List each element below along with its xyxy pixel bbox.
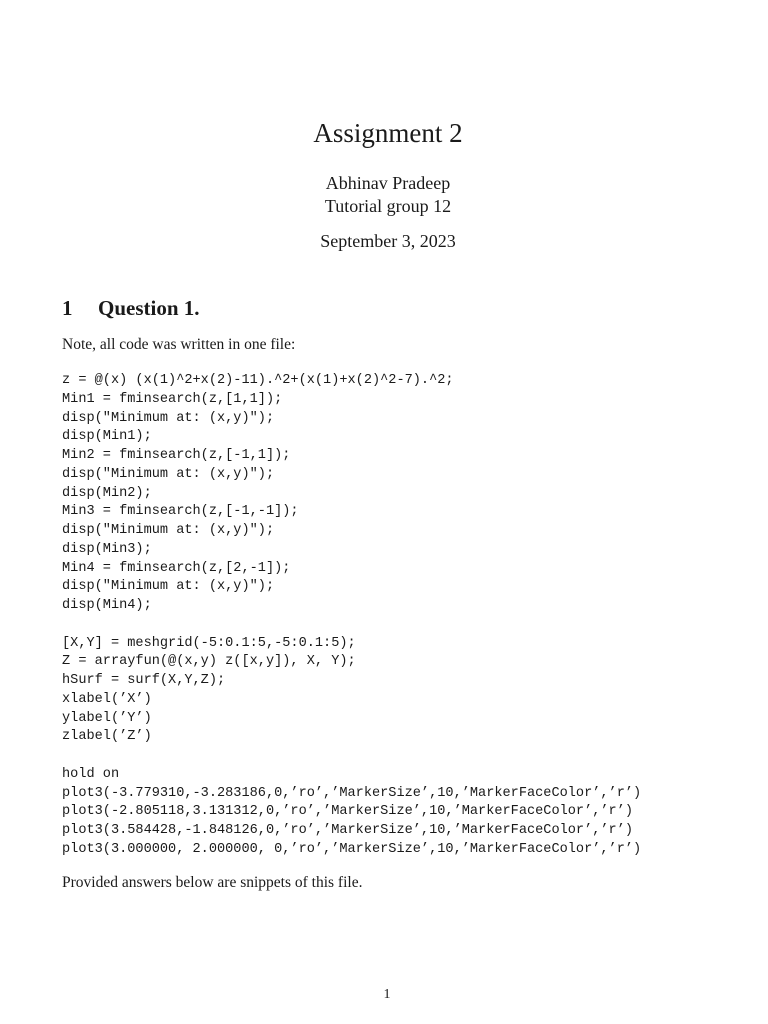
section-heading: [62, 296, 200, 321]
code-line: plot3(3.584428,-1.848126,0,’ro’,’MarkerSize’,10,’MarkerFaceColor’,’r’): [62, 823, 634, 838]
code-line: xlabel(’X’): [62, 691, 152, 707]
code-line: Min3 = fminsearch(z,[-1,-1]);: [62, 504, 299, 520]
code-line: plot3(3.000000, 2.000000, 0,’ro’,’MarkerSize’,10,’MarkerFaceColor’,’r’): [62, 841, 642, 857]
code-line: disp(Min2);: [62, 485, 152, 501]
code-line: disp("Minimum at: (x,y)");: [62, 466, 275, 482]
code-line: hSurf = surf(X,Y,Z);: [62, 673, 226, 688]
closing-paragraph: Provided answers below are snippets of this file.: [62, 874, 363, 891]
code-line: plot3(-3.779310,-3.283186,0,’ro’,’MarkerSize’,10,’MarkerFaceColor’,’r’): [62, 785, 642, 801]
code-line: Min2 = fminsearch(z,[-1,1]);: [62, 448, 291, 463]
code-line: disp(Min4);: [62, 598, 152, 613]
code-line: disp("Minimum at: (x,y)");: [62, 523, 275, 538]
code-line: plot3(-2.805118,3.131312,0,’ro’,’MarkerSize’,10,’MarkerFaceColor’,’r’): [62, 804, 634, 820]
code-line: Z = arrayfun(@(x,y) z([x,y]), X, Y);: [62, 654, 356, 670]
code-line: [X,Y] = meshgrid(-5:0.1:5,-5:0.1:5);: [62, 635, 356, 651]
code-line: disp("Minimum at: (x,y)");: [62, 410, 275, 426]
code-line: [62, 616, 641, 635]
author-name: Abhinav Pradeep: [325, 173, 451, 193]
page-number: 1: [383, 987, 391, 1002]
code-line: z = @(x) (x(1)^2+x(2)-11).^2+(x(1)+x(2)^2-7).^2;: [62, 373, 454, 388]
code-line: hold on: [62, 766, 120, 782]
code-line: Min4 = fminsearch(z,[2,-1]);: [62, 560, 291, 576]
author-affiliation: Tutorial group 12: [324, 196, 452, 216]
intro-paragraph: Note, all code was written in one file:: [62, 336, 296, 353]
code-listing: [62, 372, 641, 860]
code-line: Min1 = fminsearch(z,[1,1]);: [62, 391, 283, 407]
code-line: disp(Min3);: [62, 541, 152, 557]
code-line: disp("Minimum at: (x,y)");: [62, 579, 275, 595]
section-number: 1: [62, 296, 73, 320]
code-line: disp(Min1);: [62, 429, 152, 445]
code-line: ylabel(’Y’): [62, 710, 152, 726]
section-title: Question 1.: [98, 296, 200, 320]
code-line: [62, 747, 641, 766]
document-date: September 3, 2023: [320, 231, 456, 251]
code-line: zlabel(’Z’): [62, 729, 152, 745]
author-block: [0, 172, 768, 218]
document-title: Assignment 2: [313, 118, 463, 148]
